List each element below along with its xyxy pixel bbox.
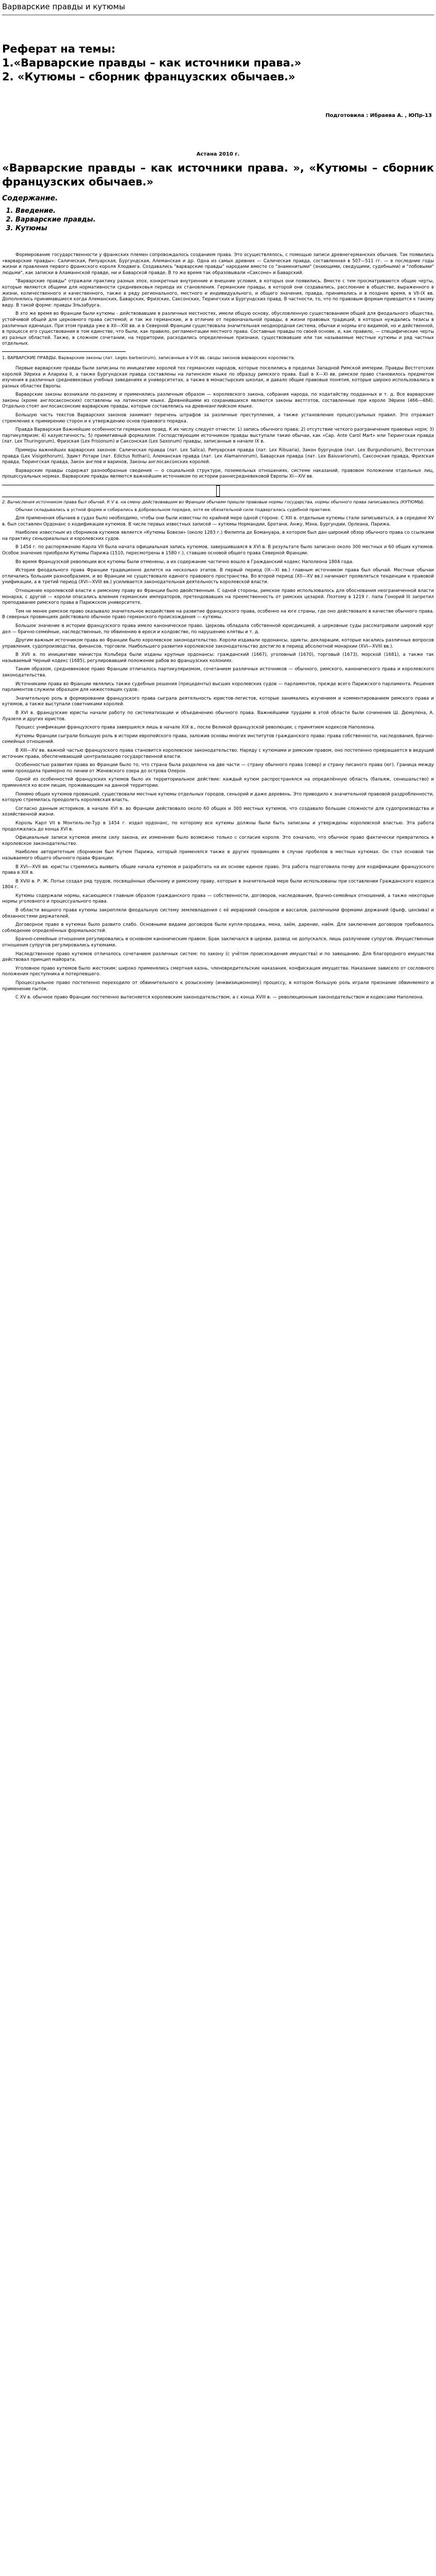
history-paragraph: Тем не менее римское право оказывало значительное воздействие на развитие французского права, особенно на юге страны, где оно действовало в качестве обычного права. В северных провинциях действовало обычное право германского происхождения — кутюмы. <box>2 608 434 620</box>
body-paragraph: Примеры важнейших варварских законов: Салическая правда (лат. Lex Salica), Рипуарская правда (лат. Lex Ribuaria), Закон бургундов (лат. Lex Burgundionum), Вестготская правда (Lex Visigothorum), Эдикт Ротари (лат. Edictus Rothari), Алеманская правда (лат. Lex Alamannorum), Баварская правда (лат. Lex Baiuvariorum), Саксонская правда, Фризская правда, Тюрингская правда, Закон англов и варинов, Законы англосаксонских королей. <box>2 448 434 465</box>
history-paragraph: Источниками права во Франции являлись также судебные решения (прецеденты) высших королевских судов — парламентов, прежде всего Парижского парламента. Решения парламентов служили образцом для нижестоящих судов. <box>2 681 434 693</box>
history-paragraph: Значительную роль в формировании французского права сыграла деятельность юристов-легистов, которые занимались изучением и комментированием римского права и кутюмов, а также выступали советниками королей. <box>2 696 434 707</box>
section-2-lead: 2. Вычисления источником права был обычай. К V в. на смену действовавшим во Франции обычаям пришли правовые нормы государства, нормы обычного права записывались (КУТЮМЫ). <box>2 499 425 504</box>
intro-paragraph: "Варварские правды" отражали практику разных эпох, конкретные внутренние и внешние условия, в которых они появились. Вместе с тем просматриваются общие черты, которые являются общими для нормативности средневековья периода их становления. Германские правды, в которой они создавались, расслоение в обществе, выраженного в жизни, количественного и качественного, также в ряду регионального, местного и индивидуального, и общего значения, правда, принимались и в позднее время, в VII-IX вв. Дополнялись принимавшиеся когда Алеманских, Баварских, Фризских, Саксонских, Тюрингских и Бургундских правд. В частности, то, что по правовым формам приводится к такому виду. В такой форме: правды Эльзабурга. <box>2 279 434 308</box>
intro-paragraph: В это же время во Франции были кутюмы - действовавшие в различных местностях, имели общую основу, обусловленную существованием общей для феодального общества, устойчивой общей для церковного права системой; и так же германские, и в отличие от первоначальной правды, в жизни правовых традиций, в которых нуждались тезисы в различных единицах. При этом правда уже в XII—XIII вв. и в Северной Франции существовала значительная неоднородная система, обычаи и нормы его видимой, но и действенной, в процессе его существования в том единстве, что были, как правило, регламентации местного права. Составные правды по своей основе, и, как правило, — специфические черты из разных областей. Также, в сложном сочетании, на территории, расходились определенные признаки, существовавшие или так называемые местные кутюмы и ряд частных отдельных. <box>2 311 434 347</box>
body-paragraph: Правда Варварская Важнейшие особенности германских правд. К их числу следует отнести: 1) запись обычного права; 2) отсутствие четкого разграничения правовых норм; 3) партикуляризм; 4) казуистичность; 5) примитивный формализм. Господствующим источником правды выступали такие обычаи, как «Cap. Ante Carol Mart» или Тюрингская правда (лат. Lex Thuringorum), Фризская (Lex Frisionum) и Саксонская (Lex Saxonum) правды, записанные в начале IX в. <box>2 427 434 445</box>
footnote-1: 1. ВАРВАРСКИЕ ПРАВДЫ. Варварские законы (лат. Leges barbarorum), записанные в V-IX вв. своды законов варварских королевств. <box>2 354 295 360</box>
history-paragraph: Официальные записи кутюмов имели силу закона, их изменение было возможно только с согласия короля. Это означало, что обычное право фактически превратилось в королевское законодательство. <box>2 835 434 846</box>
history-paragraph: Уголовное право кутюмов было жестоким: широко применялись смертная казнь, членовредительские наказания, конфискация имущества. Наказание зависело от сословного положения преступника и потерпевшего. <box>2 965 434 977</box>
history-paragraph: В области вещного права кутюмы закрепляли феодальную систему землевладения с её иерархией сеньоров и вассалов, различными формами держаний (фьеф, цензива) и обязанностями держателей. <box>2 908 434 919</box>
history-paragraph: С XV в. обычное право Франции постепенно вытесняется королевским законодательством, а с конца XVIII в. — революционным законодательством и кодексами Наполеона. <box>15 995 424 1001</box>
history-paragraph: Согласно данным историков, в начале XVI в. во Франции действовало около 60 общих и 300 местных кутюмов, что создавало большие сложности для судопроизводства и хозяйственной жизни. <box>2 806 434 818</box>
history-paragraph: В XVII в. по инициативе министра Кольбера были изданы крупные ордонансы: гражданский (1667), уголовный (1670), торговый (1673), морской (1681), а также так называемый Черный кодекс (1685), регулировавший положение рабов во французских колониях. <box>2 652 434 664</box>
history-paragraph: Помимо общих кутюмов провинций, существовали местные кутюмы отдельных городов, сеньорий и даже деревень. Это приводило к значительной правовой раздробленности, которую стремилась преодолеть королевская власть. <box>2 791 434 803</box>
kutumy-paragraph: В 1454 г. по распоряжению Карла VII была начата официальная запись кутюмов, завершившаяся в XVI в. В результате было записано около 300 местных и 60 общих кутюмов. Особое значение приобрели Кутюмы Парижа (1510, пересмотрены в 1580 г.), ставшие основой общего права Северной Франции. <box>2 545 434 556</box>
history-paragraph: Кутюмы Франции сыграли большую роль в истории европейского права, заложив основы многих институтов гражданского права: права собственности, наследования, брачно-семейных отношений. <box>2 733 434 745</box>
history-paragraph: Одной из особенностей французских кутюмов было их территориальное действие: каждый кутюм распространялся на определённую область (бальяж, сенешальство) и применялся ко всем лицам, проживающим на данной территории. <box>2 777 434 788</box>
main-title: «Варварские правды – как источники права. », «Кутюмы – сборник французских обычаев.» <box>2 162 434 188</box>
history-paragraph: Наиболее авторитетным сборником был Кутюм Парижа, который применялся также в других провинциях в случае пробелов в местных кутюмах. Он стал основой так называемого общего обычного права Франции. <box>2 850 434 861</box>
body-section <box>0 364 436 480</box>
window-title: Варварские правды и кутюмы <box>2 2 125 11</box>
section-2-text: Обычаи складывались в устной форме и собирались в добровольном порядке, хотя ее обязательной силе подвергалась судебной практике. <box>15 507 332 512</box>
history-paragraph: В XIII—XV вв. важной частью французского права становится королевское законодательство. Наряду с кутюмами и римским правом, оно постепенно превращается в ведущий источник права, обеспечивающий централизацию государственной власти. <box>2 748 434 759</box>
cover-block <box>0 15 436 84</box>
table-of-contents <box>15 207 436 233</box>
body-paragraph: Варварские законы возникали по-разному и применялись различным образом — королевского закона, собрания народа, по ходатайству подданных и т. д. Все варварские законы (кроме англосаксонских) составлены на латинском языке. Древнейшими из сохранившихся являются законы вестготов, составленные при короле Эйрихе (466—484). Отдельно стоят англосаксонские варварские правды, которые составлялись на древнеанглийском языке. <box>2 392 434 410</box>
text-cursor-icon <box>216 485 220 497</box>
cover-heading-1: Реферат на темы: <box>2 43 116 55</box>
body-paragraph: Большую часть текстов Варварских законов занимает перечень штрафов за различные преступления, а также установление процессуальных правил. Это отражает стремление к примирению сторон и к утверждению основ правового порядка. <box>2 413 434 424</box>
kutumy-section <box>0 516 436 565</box>
section-2-note <box>0 499 436 513</box>
history-paragraph: Особенностью развития права во Франции было то, что страна была разделена на две части — страну обычного права (север) и страну писаного права (юг). Граница между ними проходила примерно по линии от Женевского озера до острова Олерон. <box>2 762 434 774</box>
history-paragraph: Таким образом, средневековое право Франции отличалось партикуляризмом, сочетанием различных источников — обычного, римского, канонического права и королевского законодательства. <box>2 667 434 679</box>
body-paragraph: Первые варварские правды были записаны по инициативе королей тех германских народов, которые поселились в пределах Западной Римской империи. Правды Вестготских королей Эйриха и Алариха II, а также Бургундская правда составлены на латинском языке по образцу римского права. Ещё в X—XI вв. римское право становилось предметом изучения в различных средневековых учебных заведениях и университетах, а также в монастырских школах, и давало общие правовые понятия, которые широко использовались в разных областях Европы. <box>2 365 434 389</box>
intro-paragraph: Формирование государственности у франкских племен сопровождалось созданием права. Это осуществлялось, с помощью записи древнегерманских обычаев. Так появились «варварские правды»: Салическая, Рипуарская, Бургундская, Алеманская и др. Одна из самых древних — Салическая правда, составленная в 507—511 гг. — в последние годы жизни и правления первого франкского короля Хлодвига. Создавались "варварские правды" народами вместе со "знаменитыми" (знающими, сведущими, судебными) и "лобовыми" людьми", как записки в Аламаннской правде, ни и Баварской правде. В то же время так образовывали «Саксоне» и Баварский. <box>2 252 434 276</box>
page-break <box>0 483 436 499</box>
intro-section <box>0 233 436 347</box>
history-paragraph: В XVIII в. Р. Ж. Потье создал ряд трудов, посвящённых обычному и римскому праву, которые в значительной мере были использованы при составлении Гражданского кодекса 1804 г. <box>2 878 434 890</box>
city-year: Астана 2010 г. <box>196 151 240 157</box>
cover-heading-2: 1.«Варварские правды – как источники права.» <box>2 57 302 69</box>
history-paragraph: История феодального права Франции традиционно делится на несколько этапов. В первый период (IX—XI вв.) главным источником права был обычай. Местные обычаи отличались большим разнообразием, и во Франции не существовало единого правового пространства. Во второй период (XII—XV вв.) начинают проявляться тенденции к правовой унификации, а в третий период (XVI—XVIII вв.) усиливается законодательная деятельность королевской власти. <box>2 568 434 585</box>
history-paragraph: Договорное право в кутюмах было развито слабо. Основными видами договоров были купля-продажа, мена, заём, дарение, наём. Для заключения договоров требовалось соблюдение определённых формальностей. <box>2 922 434 934</box>
history-paragraph: Король Карл VII в Монтиль-ле-Тур в 1454 г. издал ордонанс, по которому все кутюмы должны были быть записаны и утверждены королевской властью. Эта работа продолжалась до конца XVI в. <box>2 820 434 832</box>
history-paragraph: Отношение королевской власти к римскому праву во Франции было двойственным. С одной стороны, римское право использовалось для обоснования неограниченной власти монарха, с другой — короли опасались влияния германских императоров, претендовавших на преемственность от римских цезарей. Поэтому в 1219 г. папа Гонорий III запретил преподавание римского права в Парижском университете. <box>2 588 434 606</box>
history-paragraph: Процесс унификации французского права завершился лишь в начале XIX в., после Великой французской революции, с принятием кодексов Наполеона. <box>15 725 375 731</box>
body-paragraph: Варварские правды содержат разнообразные сведения — о социальной структуре, поземельных отношениях, системе наказаний, правовом положении отдельных лиц, процессуальных нормах. Варварские правды являются важнейшим источником по истории раннесредневековой Европы XI—XIV вв. <box>2 468 434 480</box>
cover-heading-3: 2. «Кутюмы – сборник французских обычаев.» <box>2 71 295 83</box>
toc-item: 1. Введение. <box>15 207 436 215</box>
kutumy-paragraph: Наиболее известным из сборников кутюмов является «Кутюмы Бовези» (около 1283 г.) Филиппа де Бомануара, в котором был дан широкий обзор обычного права со ссылками на практику сеньориальных и королевских судов. <box>2 530 434 541</box>
history-paragraph: Кутюмы содержали нормы, касающиеся главным образом гражданского права — собственности, договоров, наследования, брачно-семейных отношений, а также некоторые нормы уголовного и процессуального права. <box>2 893 434 905</box>
prepared-by: Подготовила : Ибраева А. , ЮПр-13 <box>325 113 432 118</box>
contents-heading: Содержание. <box>2 194 58 202</box>
history-paragraph: Большое значение в истории французского права имело каноническое право. Церковь обладала собственной юрисдикцией, а церковные суды рассматривали широкий круг дел — брачно-семейные, наследственные, по обвинению в ереси и колдовстве, по нарушению клятвы и т. д. <box>2 623 434 635</box>
history-section <box>0 568 436 1001</box>
toc-item: 2. Варварские правды. <box>15 215 436 224</box>
history-paragraph: Другим важным источником права во Франции было королевское законодательство. Короли издавали ордонансы, эдикты, декларации, которые касались различных вопросов управления, судопроизводства, финансов, торговли. Наибольшего развития королевское законодательство достигло в период абсолютной монархии (XVI—XVIII вв.). <box>2 638 434 649</box>
history-paragraph: Процессуальное право постепенно переходило от обвинительного к розыскному (инквизиционному) процессу, в котором большую роль играли признание обвиняемого и применение пыток. <box>2 980 434 992</box>
toc-item: 3. Кутюмы <box>15 224 436 233</box>
history-paragraph: В XVI—XVII вв. юристы стремились выявить общие начала кутюмов и разработать на их основе единое право. Эта работа подготовила почву для кодификации французского права в XIX в. <box>2 864 434 876</box>
footnote-divider <box>2 351 126 352</box>
kutumy-paragraph: Во время Французской революции все кутюмы были отменены, а их содержание частично вошло в Гражданский кодекс Наполеона 1804 года. <box>15 559 354 565</box>
kutumy-paragraph: Для применения обычаев в судах было необходимо, чтобы они были известны по крайней мере одной стороне. С XIII в. отдельные кутюмы стали записываться, а в середине XV в. был составлен Ордонанс о кодификации кутюмов. В числе первых известных записей — кутюмы Нормандии, Бретани, Анжу, Мэна, Бургундии, Орлеана, Парижа. <box>2 516 434 527</box>
history-paragraph: В XVI в. французские юристы начали работу по систематизации и объединению обычного права. Важнейшими трудами в этой области были сочинения Ш. Дюмулена, А. Луазеля и других юристов. <box>2 710 434 722</box>
history-paragraph: Брачно-семейные отношения регулировались в основном каноническим правом. Брак заключался в церкви, развод не допускался, лишь разлучение супругов. Имущественные отношения супругов регулировались кутюмами. <box>2 937 434 948</box>
history-paragraph: Наследственное право кутюмов отличалось сочетанием различных систем: по закону (с учётом происхождения имущества) и по завещанию. Для благородного имущества действовал принцип майората. <box>2 951 434 963</box>
